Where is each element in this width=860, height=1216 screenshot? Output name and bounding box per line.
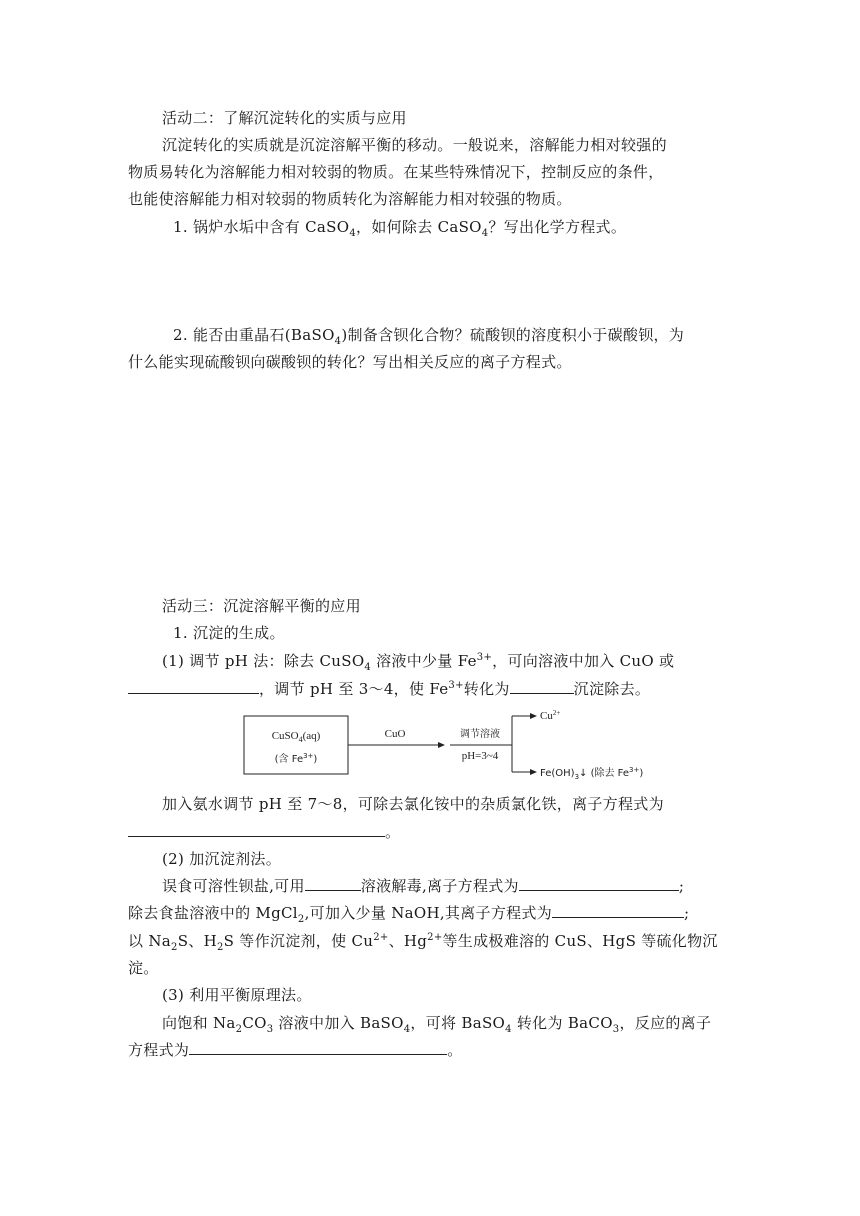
answer-blank[interactable] xyxy=(128,822,385,837)
part2-line2: 除去食盐溶液中的 MgCl$_2$,可加入少量 NaOH,其离子方程式为 ; xyxy=(128,904,690,925)
question-1: 1. 锅炉水垢中含有 CaSO$_4$，如何除去 CaSO$_4$？写出化学方程式。 xyxy=(173,218,627,239)
branch-top-arrowhead xyxy=(530,713,537,719)
question-2-line1: 2. 能否由重晶石(BaSO$_4$)制备含钡化合物？硫酸钡的溶度积小于碳酸钡，为 xyxy=(173,326,685,347)
activity2-intro-line3: 也能使溶解能力相对较弱的物质转化为溶解能力相对较强的物质。 xyxy=(128,190,572,208)
activity3-heading: 活动三：沉淀溶解平衡的应用 xyxy=(162,597,361,615)
part3-line1: 向饱和 $Na_2CO_3$ 溶液中加入 BaSO$_4$，可将 BaSO$_4$ 转化为 BaCO$_3$，反应的离子 xyxy=(162,1014,712,1035)
part1-line1: (1) 调节 pH 法：除去 CuSO$_4$ 溶液中少量 $Fe^{3+}$，可向溶液中加入 CuO 或 xyxy=(162,652,675,673)
activity2-heading: 活动二：了解沉淀转化的实质与应用 xyxy=(162,109,407,127)
box-label-line1: CuSO$_4$(aq) xyxy=(271,730,321,744)
step-label-bottom: pH=3~4 xyxy=(461,750,499,762)
activity2-intro-line2: 物质易转化为溶解能力相对较弱的物质。在某些特殊情况下，控制反应的条件， xyxy=(128,163,664,181)
input-box xyxy=(244,716,348,774)
answer-blank[interactable] xyxy=(189,1040,447,1055)
answer-blank[interactable] xyxy=(510,679,574,694)
section-1-title: 1. 沉淀的生成。 xyxy=(173,624,285,642)
answer-blank[interactable] xyxy=(305,876,361,891)
part3-line2: 方程式为 。 xyxy=(128,1041,463,1059)
part2-title: (2) 加沉淀剂法。 xyxy=(162,850,282,868)
step-label-top: 调节溶液 xyxy=(460,729,500,740)
branch-bottom-arrowhead xyxy=(530,769,537,775)
answer-blank[interactable] xyxy=(519,876,679,891)
box-label-line2: (含 $Fe^{3+}$) xyxy=(274,752,318,765)
flow-diagram xyxy=(240,708,660,784)
part2-line3: 以 $Na_2S$、$H_2S$ 等作沉淀剂，使 $Cu^{2+}$、$Hg^{2+}$等生成极难溶的 CuS、HgS 等硫化物沉 xyxy=(128,932,718,953)
ammonia-line2: 。 xyxy=(128,822,400,842)
output-bottom: $Fe(OH)_3↓$ (除去 $Fe^{3+}$) xyxy=(540,766,644,781)
part2-line4: 淀。 xyxy=(128,959,159,977)
arrow-head xyxy=(438,742,445,748)
output-top: $Cu^{2+}$ xyxy=(540,709,561,722)
part3-title: (3) 利用平衡原理法。 xyxy=(162,986,312,1004)
part1-line2: ，调节 pH 至 3～4，使 $Fe^{3+}$转化为 沉淀除去。 xyxy=(128,679,650,699)
part2-line1: 误食可溶性钡盐,可用 溶液解毒,离子方程式为 ; xyxy=(162,877,685,895)
answer-blank[interactable] xyxy=(128,679,259,694)
ammonia-line1: 加入氨水调节 pH 至 7～8，可除去氯化铵中的杂质氯化铁，离子方程式为 xyxy=(162,795,664,813)
answer-blank[interactable] xyxy=(552,903,684,918)
arrow-label: CuO xyxy=(384,728,406,740)
question-2-line2: 什么能实现硫酸钡向碳酸钡的转化？写出相关反应的离子方程式。 xyxy=(128,353,572,371)
activity2-intro-line1: 沉淀转化的实质就是沉淀溶解平衡的移动。一般说来，溶解能力相对较强的 xyxy=(162,136,667,154)
